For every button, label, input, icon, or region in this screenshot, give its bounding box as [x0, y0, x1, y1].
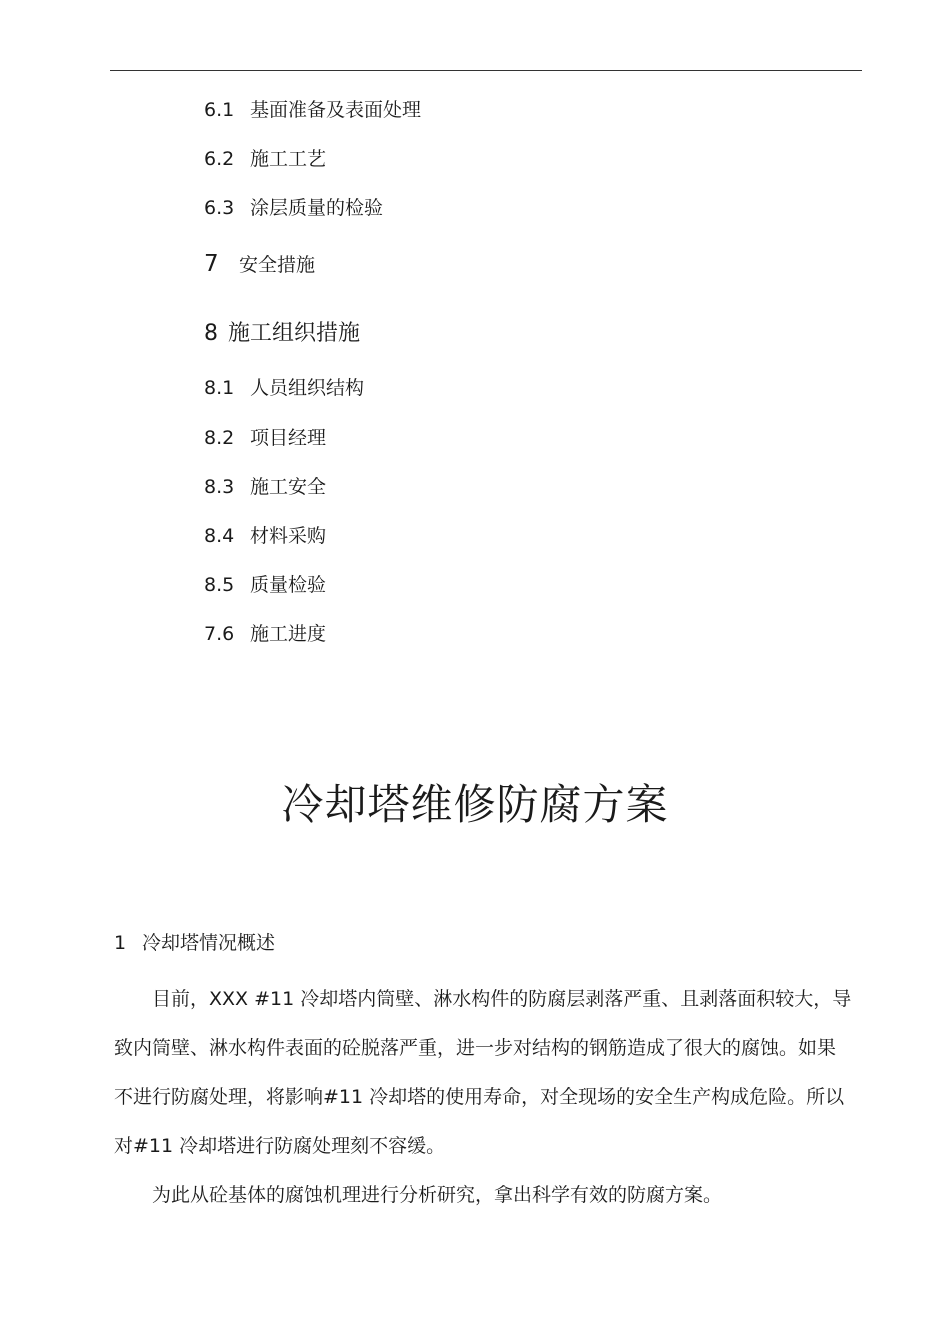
section-number: 1 [114, 932, 127, 954]
toc-chapter-number: 7 [204, 251, 219, 277]
toc-item-6-1[interactable] [204, 98, 421, 122]
toc-item-8-4[interactable] [204, 524, 326, 548]
toc-item-title: 材料采购 [250, 525, 327, 547]
toc-item-title: 项目经理 [250, 427, 327, 449]
toc-chapter-title: 安全措施 [239, 254, 316, 276]
toc-item-number: 8.1 [204, 377, 235, 399]
toc-item-number: 7.6 [204, 623, 235, 645]
toc-item-number: 6.2 [204, 148, 235, 170]
document-title: 冷却塔维修防腐方案 [281, 780, 669, 829]
toc-chapter-7[interactable] [204, 250, 315, 277]
toc-chapter-title: 施工组织措施 [228, 321, 361, 346]
header-rule [110, 70, 862, 71]
toc-item-title: 施工进度 [250, 623, 327, 645]
toc-chapter-number: 8 [204, 321, 218, 346]
section-title: 冷却塔情况概述 [142, 932, 276, 954]
paragraph-line: 对#11 冷却塔进行防腐处理刻不容缓。 [114, 1135, 446, 1157]
paragraph-line: 不进行防腐处理，将影响#11 冷却塔的使用寿命，对全现场的安全生产构成危险。所以 [114, 1086, 845, 1108]
toc-item-title: 涂层质量的检验 [250, 197, 384, 219]
toc-item-8-2[interactable] [204, 426, 326, 450]
toc-item-7-6[interactable] [204, 622, 326, 646]
toc-item-title: 质量检验 [250, 574, 327, 596]
toc-item-6-2[interactable] [204, 147, 326, 171]
toc-item-number: 8.3 [204, 476, 235, 498]
toc-item-number: 8.5 [204, 574, 235, 596]
section-heading-1 [114, 928, 275, 955]
toc-item-number: 6.3 [204, 197, 235, 219]
toc-item-6-3[interactable] [204, 196, 383, 220]
toc-item-8-5[interactable] [204, 573, 326, 597]
toc-item-title: 人员组织结构 [250, 377, 365, 399]
paragraph-line: 目前，XXX #11 冷却塔内筒壁、淋水构件的防腐层剥落严重、且剥落面积较大，导 [152, 988, 852, 1010]
toc-item-title: 基面准备及表面处理 [250, 99, 422, 121]
toc-item-number: 6.1 [204, 99, 235, 121]
toc-item-title: 施工工艺 [250, 148, 327, 170]
toc-item-8-1[interactable] [204, 376, 364, 400]
toc-chapter-8[interactable] [204, 316, 360, 347]
paragraph-line: 致内筒壁、淋水构件表面的砼脱落严重，进一步对结构的钢筋造成了很大的腐蚀。如果 [114, 1037, 837, 1059]
toc-item-number: 8.2 [204, 427, 235, 449]
toc-item-8-3[interactable] [204, 475, 326, 499]
paragraph-line: 为此从砼基体的腐蚀机理进行分析研究，拿出科学有效的防腐方案。 [152, 1184, 723, 1206]
toc-item-number: 8.4 [204, 525, 235, 547]
toc-item-title: 施工安全 [250, 476, 327, 498]
